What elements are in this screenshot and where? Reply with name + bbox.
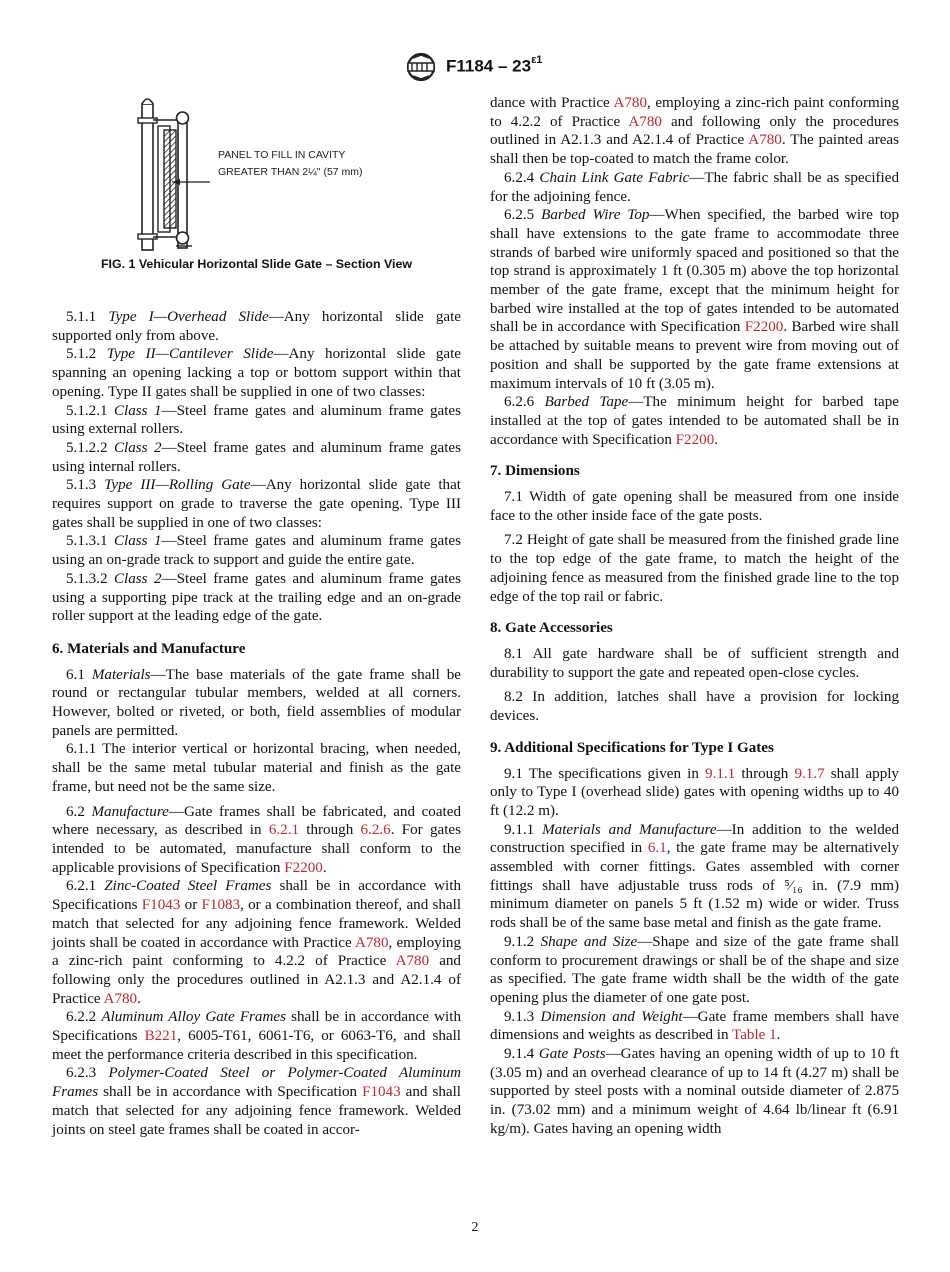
para-6-2-5: 6.2.5 Barbed Wire Top—When specified, the barbed wire top shall have extensions to the gate frame to accommodate three strands of barbed wire uniformly spaced and positioned so that the top strand is approximately 1 ft (0.305 m) above the top horizontal member of the gate frame, except that the minimum height for barbed wire installed at the top of gates intended to be automated shall be in accordance with Specification F2200. Barbed wire shall be attached by suitable means to prevent wire from moving out of position and shall be supported by the gate frame extensions at maximum intervals of 10 ft (3.05 m). (490, 207, 899, 392)
para-5-1-2: 5.1.2 Type II—Cantilever Slide—Any horizontal slide gate spanning an opening lacking a top or bottom support within that opening. Type II gates shall be supplied in one of two classes: (52, 346, 461, 400)
ref-a780-link[interactable]: A780 (628, 113, 662, 130)
para-6-2-4: 6.2.4 Chain Link Gate Fabric—The fabric shall be as specified for the adjoining fence. (490, 169, 899, 205)
ref-9-1-7-link[interactable]: 9.1.7 (794, 765, 825, 782)
ref-f2200-link[interactable]: F2200 (744, 319, 784, 336)
ref-a780-link[interactable]: A780 (748, 132, 782, 149)
section-heading-8: 8. Gate Accessories (490, 620, 613, 637)
para-5-1-2-1: 5.1.2.1 Class 1—Steel frame gates and aluminum frame gates using external rollers. (52, 402, 461, 438)
para-6-1-1: 6.1.1 The interior vertical or horizontal bracing, when needed, shall be the same metal tubular material and finish as the gate frame, but need not be the same size. (52, 741, 461, 795)
ref-f2200-link[interactable]: F2200 (284, 859, 323, 876)
para-7-1: 7.1 Width of gate opening shall be measured from one inside face to the other inside face of the gate posts. (490, 489, 899, 524)
para-9-1: 9.1 The specifications given in 9.1.1 through 9.1.7 shall apply only to Type I (overhead slide) gates with opening widths up to 40 ft (12.2 m). (490, 765, 899, 819)
left-column (52, 308, 461, 1139)
section-heading-6: 6. Materials and Manufacture (52, 640, 246, 657)
ref-9-1-1-link[interactable]: 9.1.1 (705, 765, 736, 782)
ref-table-1-link[interactable]: Table 1 (732, 1027, 777, 1044)
section-heading-7: 7. Dimensions (490, 463, 580, 480)
ref-6-2-6-link[interactable]: 6.2.6 (360, 822, 391, 839)
para-6-2-3-continued: dance with Practice A780, employing a zinc-rich paint conforming to 4.2.2 of Practice A780 and following only the procedures outlined in A2.1.3 and A2.1.4 of Practice A780. The painted areas shall then be top-coated to match the frame color. (490, 95, 900, 168)
figure-label-line2: GREATER THAN 2¼" (57 mm) (218, 166, 363, 178)
para-6-2-1: 6.2.1 Zinc-Coated Steel Frames shall be in accordance with Specifications F1043 or F1083, or a combination thereof, and shall match that selected for any adjoining fence framework. Welded joints shall be coated in accordance with Practice A780, employing a zinc-rich paint conforming to 4.2.2 of Practice A780 and following only the procedures outlined in A2.1.3 and A2.1.4 of Practice A780. (52, 878, 462, 1007)
para-9-1-3: 9.1.3 Dimension and Weight—Gate frame members shall have dimensions and weights as described in Table 1. (490, 1008, 899, 1044)
figure-label-line1: PANEL TO FILL IN CAVITY (218, 149, 346, 161)
gate-section-drawing (136, 96, 406, 254)
para-5-1-3-2: 5.1.3.2 Class 2—Steel frame gates and aluminum frame gates using a supporting pipe track at the trailing edge and an on-grade roller support at the leading edge of the gate. (52, 570, 461, 625)
para-5-1-1: 5.1.1 Type I—Overhead Slide—Any horizontal slide gate supported only from above. (52, 309, 462, 344)
ref-a780-link[interactable]: A780 (613, 95, 647, 111)
para-6-2-3: 6.2.3 Polymer-Coated Steel or Polymer-Coated Aluminum Frames shall be in accordance with Specification F1043 and shall match that selected for any adjoining fence framework. Welded joints on steel gate frames shall be coated in accor- (52, 1065, 461, 1138)
astm-logo-icon (402, 52, 440, 82)
para-6-2-6: 6.2.6 Barbed Tape—The minimum height for barbed tape installed at the top of gates intended to be automated shall be in accordance with Specification F2200. (490, 394, 899, 448)
ref-f1043-link[interactable]: F1043 (141, 897, 181, 914)
para-6-2-2: 6.2.2 Aluminum Alloy Gate Frames shall be in accordance with Specifications B221, 6005-T61, 6061-T6, or 6063-T6, and shall meet the performance criteria described in this specification. (52, 1009, 461, 1063)
ref-f2200-link[interactable]: F2200 (675, 431, 715, 448)
para-8-2: 8.2 In addition, latches shall have a provision for locking devices. (490, 689, 899, 725)
para-5-1-2-2: 5.1.2.2 Class 2—Steel frame gates and aluminum frame gates using internal rollers. (52, 439, 461, 475)
para-6-2: 6.2 Manufacture—Gate frames shall be fabricated, and coated where necessary, as described in 6.2.1 through 6.2.6. For gates intended to be automated, manufacture shall conform to the applicable provisions of Specification F2200. (52, 803, 461, 876)
ref-6-1-link[interactable]: 6.1 (647, 840, 667, 857)
figure-1 (52, 96, 461, 276)
standard-designation: $F1184 - 23^{\varepsilon 1}$ (446, 54, 543, 76)
right-column (490, 94, 899, 1139)
para-6-1: 6.1 Materials—The base materials of the gate frame shall be round or rectangular tubular members, welded at all corners. However, bolted or riveted, or both, field assemblies of modular panels are permitted. (52, 666, 462, 739)
ref-f1043-link[interactable]: F1043 (362, 1084, 401, 1101)
ref-a780-link[interactable]: A780 (395, 953, 430, 970)
para-9-1-2: 9.1.2 Shape and Size—Shape and size of the gate frame shall conform to procurement drawings or shall be of the shape and size as specified. The gate frame width shall be the width of the gate opening plus the diameter of one gate post. (490, 933, 899, 1006)
para-9-1-1: 9.1.1 Materials and Manufacture—In addition to the welded construction specified in 6.1, the gate frame may be alternatively assembled with corner fittings. Gates assembled with corner fittings shall have adjustable truss rods of ⁵⁄₁₆ in. (7.9 mm) minimum diameter on panels 5 ft (1.52 m) wide or wider. Truss rods shall be of the same base metal and finish as the gate frame. (490, 821, 899, 932)
figure-caption: FIG. 1 Vehicular Horizontal Slide Gate – Section View (100, 257, 412, 271)
section-heading-9: 9. Additional Specifications for Type I Gates (490, 739, 774, 756)
para-8-1: 8.1 All gate hardware shall be of sufficient strength and durability to support the gate and repeated open-close cycles. (490, 645, 899, 681)
ref-b221-link[interactable]: B221 (144, 1028, 178, 1045)
para-5-1-3-1: 5.1.3.1 Class 1—Steel frame gates and aluminum frame gates using an on-grade track to support and guide the entire gate. (52, 533, 461, 569)
ref-f1083-link[interactable]: F1083 (201, 897, 241, 914)
para-9-1-4: 9.1.4 Gate Posts—Gates having an opening width of up to 10 ft (3.05 m) and an overhead clearance of up to 14 ft (4.27 m) shall be supported by steel posts with a nominal outside diameter of 2.875 in. (73.02 mm) and a minimum weight of 4.64 lb/linear ft (6.91 kg/m). Gates having an opening width (490, 1046, 900, 1137)
ref-a780-link[interactable]: A780 (103, 990, 138, 1007)
page-number: 2 (471, 1220, 479, 1235)
para-5-1-3: 5.1.3 Type III—Rolling Gate—Any horizontal slide gate that requires support on grade to traverse the gate opening. Type III gates shall be supplied in one of two classes: (52, 477, 461, 531)
ref-a780-link[interactable]: A780 (354, 934, 389, 951)
para-7-2: 7.2 Height of gate shall be measured from the finished grade line to the top edge of the gate frame, to match the height of the adjoining fence as measured from the finished grade line to the top edge of the top rail or fabric. (490, 532, 899, 605)
page-header (0, 52, 950, 84)
ref-6-2-1-link[interactable]: 6.2.1 (268, 822, 300, 839)
